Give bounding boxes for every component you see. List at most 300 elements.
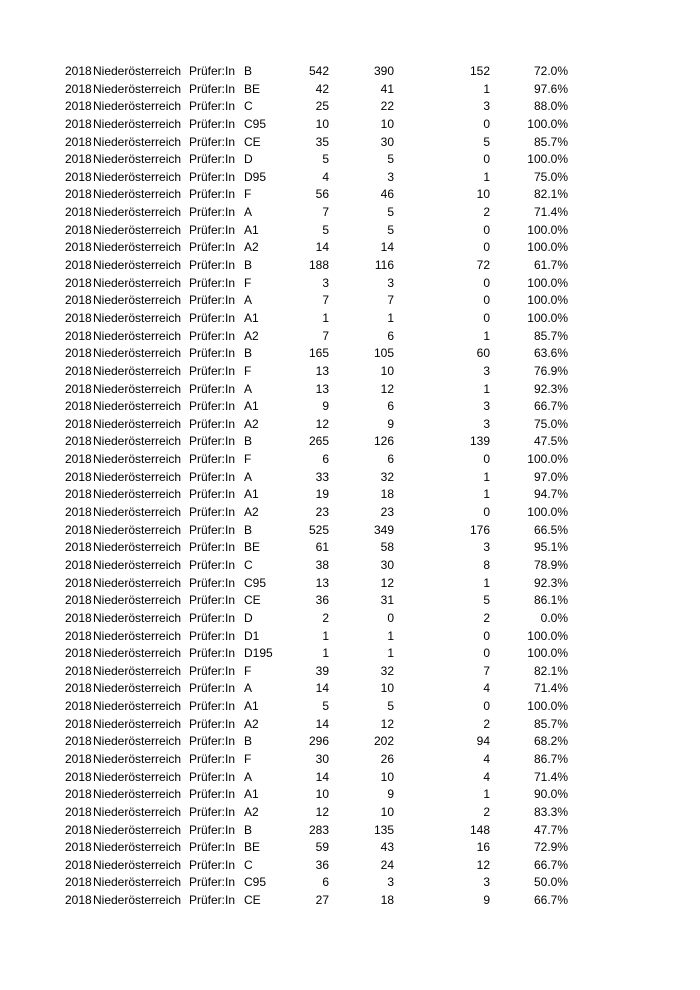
role-cell: Prüfer:In bbox=[189, 363, 236, 378]
region-cell: Niederösterreich bbox=[93, 99, 182, 114]
pass-rate-cell: 100.0% bbox=[527, 293, 568, 308]
pass-rate-cell: 85.7% bbox=[533, 716, 568, 731]
year-cell: 2018 bbox=[65, 240, 92, 255]
license-class-cell: A2 bbox=[244, 716, 259, 731]
passed-count-cell: 10 bbox=[380, 804, 394, 819]
license-class-cell: F bbox=[244, 751, 252, 766]
region-cell: Niederösterreich bbox=[93, 187, 182, 202]
table-row bbox=[0, 275, 700, 293]
year-cell: 2018 bbox=[65, 804, 92, 819]
region-cell: Niederösterreich bbox=[93, 328, 182, 343]
table-row bbox=[0, 610, 700, 628]
role-cell: Prüfer:In bbox=[189, 646, 236, 661]
license-class-cell: B bbox=[244, 346, 253, 361]
pass-rate-cell: 92.3% bbox=[533, 381, 568, 396]
table-row bbox=[0, 733, 700, 751]
pass-rate-cell: 88.0% bbox=[533, 99, 568, 114]
passed-count-cell: 32 bbox=[380, 663, 394, 678]
total-count-cell: 9 bbox=[322, 399, 329, 414]
region-cell: Niederösterreich bbox=[93, 575, 182, 590]
year-cell: 2018 bbox=[65, 751, 92, 766]
year-cell: 2018 bbox=[65, 628, 92, 643]
total-count-cell: 14 bbox=[315, 240, 329, 255]
pass-rate-cell: 100.0% bbox=[527, 275, 568, 290]
year-cell: 2018 bbox=[65, 64, 92, 78]
failed-count-cell: 4 bbox=[483, 769, 490, 784]
year-cell: 2018 bbox=[65, 416, 92, 431]
license-class-cell: C bbox=[244, 557, 253, 572]
failed-count-cell: 5 bbox=[483, 134, 490, 149]
license-class-cell: F bbox=[244, 275, 252, 290]
region-cell: Niederösterreich bbox=[93, 681, 182, 696]
pass-rate-cell: 97.0% bbox=[533, 469, 568, 484]
table-row bbox=[0, 680, 700, 698]
total-count-cell: 6 bbox=[322, 875, 329, 890]
total-count-cell: 12 bbox=[315, 804, 329, 819]
table-row bbox=[0, 522, 700, 540]
total-count-cell: 6 bbox=[322, 452, 329, 467]
failed-count-cell: 3 bbox=[483, 540, 490, 555]
failed-count-cell: 10 bbox=[476, 187, 490, 202]
pass-rate-cell: 61.7% bbox=[533, 258, 568, 273]
passed-count-cell: 0 bbox=[387, 610, 394, 625]
total-count-cell: 23 bbox=[315, 505, 329, 520]
pass-rate-cell: 100.0% bbox=[527, 505, 568, 520]
license-class-cell: B bbox=[244, 434, 253, 449]
pass-rate-cell: 100.0% bbox=[527, 310, 568, 325]
table-row bbox=[0, 469, 700, 487]
passed-count-cell: 12 bbox=[380, 381, 394, 396]
role-cell: Prüfer:In bbox=[189, 875, 236, 890]
table-row bbox=[0, 663, 700, 681]
region-cell: Niederösterreich bbox=[93, 699, 182, 714]
region-cell: Niederösterreich bbox=[93, 522, 182, 537]
total-count-cell: 10 bbox=[315, 116, 329, 131]
failed-count-cell: 3 bbox=[483, 99, 490, 114]
table-row bbox=[0, 433, 700, 451]
total-count-cell: 542 bbox=[308, 64, 329, 78]
role-cell: Prüfer:In bbox=[189, 81, 236, 96]
year-cell: 2018 bbox=[65, 310, 92, 325]
region-cell: Niederösterreich bbox=[93, 628, 182, 643]
region-cell: Niederösterreich bbox=[93, 840, 182, 855]
failed-count-cell: 9 bbox=[483, 893, 490, 908]
total-count-cell: 188 bbox=[308, 258, 329, 273]
pass-rate-cell: 72.9% bbox=[533, 840, 568, 855]
pass-rate-cell: 0.0% bbox=[540, 610, 568, 625]
passed-count-cell: 26 bbox=[380, 751, 394, 766]
region-cell: Niederösterreich bbox=[93, 610, 182, 625]
role-cell: Prüfer:In bbox=[189, 628, 236, 643]
table-row bbox=[0, 786, 700, 804]
passed-count-cell: 30 bbox=[380, 557, 394, 572]
region-cell: Niederösterreich bbox=[93, 593, 182, 608]
license-class-cell: B bbox=[244, 822, 253, 837]
passed-count-cell: 202 bbox=[373, 734, 394, 749]
license-class-cell: B bbox=[244, 64, 253, 78]
region-cell: Niederösterreich bbox=[93, 240, 182, 255]
pass-rate-cell: 97.6% bbox=[533, 81, 568, 96]
table-row bbox=[0, 151, 700, 169]
passed-count-cell: 126 bbox=[373, 434, 394, 449]
pass-rate-cell: 75.0% bbox=[533, 416, 568, 431]
total-count-cell: 56 bbox=[315, 187, 329, 202]
license-class-cell: B bbox=[244, 522, 253, 537]
year-cell: 2018 bbox=[65, 575, 92, 590]
table-row bbox=[0, 451, 700, 469]
region-cell: Niederösterreich bbox=[93, 751, 182, 766]
pass-rate-cell: 63.6% bbox=[533, 346, 568, 361]
role-cell: Prüfer:In bbox=[189, 893, 236, 908]
pass-rate-cell: 66.7% bbox=[533, 857, 568, 872]
table-row bbox=[0, 874, 700, 892]
role-cell: Prüfer:In bbox=[189, 152, 236, 167]
total-count-cell: 14 bbox=[315, 769, 329, 784]
passed-count-cell: 32 bbox=[380, 469, 394, 484]
total-count-cell: 19 bbox=[315, 487, 329, 502]
total-count-cell: 265 bbox=[308, 434, 329, 449]
total-count-cell: 25 bbox=[315, 99, 329, 114]
total-count-cell: 42 bbox=[315, 81, 329, 96]
role-cell: Prüfer:In bbox=[189, 787, 236, 802]
region-cell: Niederösterreich bbox=[93, 469, 182, 484]
passed-count-cell: 43 bbox=[380, 840, 394, 855]
role-cell: Prüfer:In bbox=[189, 381, 236, 396]
license-class-cell: C95 bbox=[244, 575, 267, 590]
role-cell: Prüfer:In bbox=[189, 469, 236, 484]
passed-count-cell: 18 bbox=[380, 487, 394, 502]
table-row bbox=[0, 698, 700, 716]
passed-count-cell: 41 bbox=[380, 81, 394, 96]
passed-count-cell: 24 bbox=[380, 857, 394, 872]
total-count-cell: 525 bbox=[308, 522, 329, 537]
role-cell: Prüfer:In bbox=[189, 734, 236, 749]
table-row bbox=[0, 504, 700, 522]
role-cell: Prüfer:In bbox=[189, 716, 236, 731]
total-count-cell: 3 bbox=[322, 275, 329, 290]
pass-rate-cell: 50.0% bbox=[533, 875, 568, 890]
role-cell: Prüfer:In bbox=[189, 751, 236, 766]
failed-count-cell: 2 bbox=[483, 804, 490, 819]
region-cell: Niederösterreich bbox=[93, 875, 182, 890]
license-class-cell: A1 bbox=[244, 399, 259, 414]
region-cell: Niederösterreich bbox=[93, 452, 182, 467]
pass-rate-cell: 76.9% bbox=[533, 363, 568, 378]
license-class-cell: A bbox=[244, 769, 253, 784]
passed-count-cell: 5 bbox=[387, 152, 394, 167]
passed-count-cell: 58 bbox=[380, 540, 394, 555]
year-cell: 2018 bbox=[65, 699, 92, 714]
role-cell: Prüfer:In bbox=[189, 593, 236, 608]
failed-count-cell: 0 bbox=[483, 240, 490, 255]
total-count-cell: 12 bbox=[315, 416, 329, 431]
pass-rate-cell: 71.4% bbox=[533, 205, 568, 220]
role-cell: Prüfer:In bbox=[189, 187, 236, 202]
pass-rate-cell: 90.0% bbox=[533, 787, 568, 802]
region-cell: Niederösterreich bbox=[93, 646, 182, 661]
region-cell: Niederösterreich bbox=[93, 787, 182, 802]
role-cell: Prüfer:In bbox=[189, 769, 236, 784]
passed-count-cell: 14 bbox=[380, 240, 394, 255]
passed-count-cell: 10 bbox=[380, 116, 394, 131]
pass-rate-cell: 66.7% bbox=[533, 893, 568, 908]
year-cell: 2018 bbox=[65, 152, 92, 167]
year-cell: 2018 bbox=[65, 205, 92, 220]
failed-count-cell: 8 bbox=[483, 557, 490, 572]
passed-count-cell: 10 bbox=[380, 681, 394, 696]
pass-rate-cell: 100.0% bbox=[527, 116, 568, 131]
pass-rate-cell: 100.0% bbox=[527, 152, 568, 167]
role-cell: Prüfer:In bbox=[189, 557, 236, 572]
license-class-cell: A1 bbox=[244, 787, 259, 802]
total-count-cell: 5 bbox=[322, 152, 329, 167]
table-row bbox=[0, 116, 700, 134]
passed-count-cell: 12 bbox=[380, 716, 394, 731]
failed-count-cell: 2 bbox=[483, 716, 490, 731]
role-cell: Prüfer:In bbox=[189, 505, 236, 520]
passed-count-cell: 30 bbox=[380, 134, 394, 149]
pass-rate-cell: 95.1% bbox=[533, 540, 568, 555]
table-row bbox=[0, 716, 700, 734]
region-cell: Niederösterreich bbox=[93, 64, 182, 78]
passed-count-cell: 105 bbox=[373, 346, 394, 361]
license-class-cell: D195 bbox=[244, 646, 273, 661]
failed-count-cell: 94 bbox=[476, 734, 490, 749]
role-cell: Prüfer:In bbox=[189, 99, 236, 114]
role-cell: Prüfer:In bbox=[189, 222, 236, 237]
license-class-cell: CE bbox=[244, 134, 261, 149]
license-class-cell: F bbox=[244, 452, 252, 467]
failed-count-cell: 16 bbox=[476, 840, 490, 855]
license-class-cell: C bbox=[244, 99, 253, 114]
role-cell: Prüfer:In bbox=[189, 822, 236, 837]
year-cell: 2018 bbox=[65, 663, 92, 678]
passed-count-cell: 46 bbox=[380, 187, 394, 202]
table-row bbox=[0, 557, 700, 575]
pass-rate-cell: 47.7% bbox=[533, 822, 568, 837]
license-class-cell: A bbox=[244, 205, 253, 220]
license-class-cell: F bbox=[244, 363, 252, 378]
table-row bbox=[0, 239, 700, 257]
total-count-cell: 1 bbox=[322, 310, 329, 325]
data-table bbox=[0, 63, 700, 910]
license-class-cell: D95 bbox=[244, 169, 267, 184]
role-cell: Prüfer:In bbox=[189, 328, 236, 343]
table-row bbox=[0, 63, 700, 81]
failed-count-cell: 0 bbox=[483, 152, 490, 167]
region-cell: Niederösterreich bbox=[93, 275, 182, 290]
table-row bbox=[0, 592, 700, 610]
license-class-cell: A1 bbox=[244, 310, 259, 325]
region-cell: Niederösterreich bbox=[93, 363, 182, 378]
pass-rate-cell: 82.1% bbox=[533, 663, 568, 678]
license-class-cell: B bbox=[244, 734, 253, 749]
table-row bbox=[0, 857, 700, 875]
role-cell: Prüfer:In bbox=[189, 64, 236, 78]
role-cell: Prüfer:In bbox=[189, 346, 236, 361]
total-count-cell: 1 bbox=[322, 628, 329, 643]
failed-count-cell: 176 bbox=[469, 522, 490, 537]
role-cell: Prüfer:In bbox=[189, 275, 236, 290]
pass-rate-cell: 100.0% bbox=[527, 699, 568, 714]
year-cell: 2018 bbox=[65, 187, 92, 202]
license-class-cell: F bbox=[244, 187, 252, 202]
role-cell: Prüfer:In bbox=[189, 240, 236, 255]
total-count-cell: 5 bbox=[322, 699, 329, 714]
total-count-cell: 7 bbox=[322, 205, 329, 220]
license-class-cell: BE bbox=[244, 540, 261, 555]
pass-rate-cell: 83.3% bbox=[533, 804, 568, 819]
table-row bbox=[0, 398, 700, 416]
pass-rate-cell: 86.1% bbox=[533, 593, 568, 608]
table-row bbox=[0, 292, 700, 310]
failed-count-cell: 148 bbox=[469, 822, 490, 837]
failed-count-cell: 72 bbox=[476, 258, 490, 273]
passed-count-cell: 7 bbox=[387, 293, 394, 308]
license-class-cell: A bbox=[244, 293, 253, 308]
total-count-cell: 30 bbox=[315, 751, 329, 766]
year-cell: 2018 bbox=[65, 857, 92, 872]
failed-count-cell: 1 bbox=[483, 469, 490, 484]
passed-count-cell: 9 bbox=[387, 416, 394, 431]
failed-count-cell: 1 bbox=[483, 328, 490, 343]
year-cell: 2018 bbox=[65, 505, 92, 520]
total-count-cell: 5 bbox=[322, 222, 329, 237]
table-row bbox=[0, 486, 700, 504]
passed-count-cell: 9 bbox=[387, 787, 394, 802]
license-class-cell: A2 bbox=[244, 328, 259, 343]
pass-rate-cell: 86.7% bbox=[533, 751, 568, 766]
pass-rate-cell: 66.5% bbox=[533, 522, 568, 537]
region-cell: Niederösterreich bbox=[93, 346, 182, 361]
role-cell: Prüfer:In bbox=[189, 487, 236, 502]
passed-count-cell: 135 bbox=[373, 822, 394, 837]
license-class-cell: D bbox=[244, 610, 253, 625]
region-cell: Niederösterreich bbox=[93, 293, 182, 308]
table-row bbox=[0, 769, 700, 787]
region-cell: Niederösterreich bbox=[93, 822, 182, 837]
table-row bbox=[0, 822, 700, 840]
total-count-cell: 14 bbox=[315, 716, 329, 731]
region-cell: Niederösterreich bbox=[93, 416, 182, 431]
failed-count-cell: 0 bbox=[483, 646, 490, 661]
role-cell: Prüfer:In bbox=[189, 134, 236, 149]
year-cell: 2018 bbox=[65, 434, 92, 449]
license-class-cell: B bbox=[244, 258, 253, 273]
year-cell: 2018 bbox=[65, 275, 92, 290]
year-cell: 2018 bbox=[65, 346, 92, 361]
pass-rate-cell: 72.0% bbox=[533, 64, 568, 78]
year-cell: 2018 bbox=[65, 222, 92, 237]
license-class-cell: A2 bbox=[244, 240, 259, 255]
failed-count-cell: 0 bbox=[483, 275, 490, 290]
pass-rate-cell: 75.0% bbox=[533, 169, 568, 184]
year-cell: 2018 bbox=[65, 381, 92, 396]
year-cell: 2018 bbox=[65, 169, 92, 184]
role-cell: Prüfer:In bbox=[189, 452, 236, 467]
table-row bbox=[0, 839, 700, 857]
total-count-cell: 59 bbox=[315, 840, 329, 855]
passed-count-cell: 18 bbox=[380, 893, 394, 908]
year-cell: 2018 bbox=[65, 487, 92, 502]
year-cell: 2018 bbox=[65, 399, 92, 414]
total-count-cell: 33 bbox=[315, 469, 329, 484]
role-cell: Prüfer:In bbox=[189, 804, 236, 819]
license-class-cell: C95 bbox=[244, 116, 267, 131]
passed-count-cell: 6 bbox=[387, 399, 394, 414]
failed-count-cell: 1 bbox=[483, 81, 490, 96]
license-class-cell: A bbox=[244, 469, 253, 484]
role-cell: Prüfer:In bbox=[189, 522, 236, 537]
year-cell: 2018 bbox=[65, 363, 92, 378]
total-count-cell: 296 bbox=[308, 734, 329, 749]
passed-count-cell: 5 bbox=[387, 222, 394, 237]
license-class-cell: CE bbox=[244, 593, 261, 608]
pass-rate-cell: 92.3% bbox=[533, 575, 568, 590]
failed-count-cell: 3 bbox=[483, 363, 490, 378]
year-cell: 2018 bbox=[65, 522, 92, 537]
license-class-cell: C95 bbox=[244, 875, 267, 890]
license-class-cell: A1 bbox=[244, 487, 259, 502]
table-row bbox=[0, 169, 700, 187]
passed-count-cell: 5 bbox=[387, 699, 394, 714]
failed-count-cell: 2 bbox=[483, 205, 490, 220]
failed-count-cell: 0 bbox=[483, 116, 490, 131]
license-class-cell: A bbox=[244, 381, 253, 396]
failed-count-cell: 0 bbox=[483, 293, 490, 308]
region-cell: Niederösterreich bbox=[93, 222, 182, 237]
table-row bbox=[0, 804, 700, 822]
role-cell: Prüfer:In bbox=[189, 663, 236, 678]
passed-count-cell: 5 bbox=[387, 205, 394, 220]
passed-count-cell: 23 bbox=[380, 505, 394, 520]
pass-rate-cell: 100.0% bbox=[527, 628, 568, 643]
total-count-cell: 4 bbox=[322, 169, 329, 184]
failed-count-cell: 2 bbox=[483, 610, 490, 625]
region-cell: Niederösterreich bbox=[93, 169, 182, 184]
year-cell: 2018 bbox=[65, 452, 92, 467]
table-row bbox=[0, 134, 700, 152]
role-cell: Prüfer:In bbox=[189, 399, 236, 414]
passed-count-cell: 10 bbox=[380, 769, 394, 784]
region-cell: Niederösterreich bbox=[93, 540, 182, 555]
license-class-cell: BE bbox=[244, 81, 261, 96]
role-cell: Prüfer:In bbox=[189, 310, 236, 325]
passed-count-cell: 12 bbox=[380, 575, 394, 590]
year-cell: 2018 bbox=[65, 716, 92, 731]
table-row bbox=[0, 416, 700, 434]
region-cell: Niederösterreich bbox=[93, 804, 182, 819]
year-cell: 2018 bbox=[65, 769, 92, 784]
license-class-cell: A1 bbox=[244, 222, 259, 237]
failed-count-cell: 60 bbox=[476, 346, 490, 361]
passed-count-cell: 31 bbox=[380, 593, 394, 608]
role-cell: Prüfer:In bbox=[189, 540, 236, 555]
table-row bbox=[0, 328, 700, 346]
region-cell: Niederösterreich bbox=[93, 116, 182, 131]
table-row bbox=[0, 892, 700, 910]
role-cell: Prüfer:In bbox=[189, 258, 236, 273]
year-cell: 2018 bbox=[65, 875, 92, 890]
pass-rate-cell: 68.2% bbox=[533, 734, 568, 749]
role-cell: Prüfer:In bbox=[189, 857, 236, 872]
pass-rate-cell: 94.7% bbox=[533, 487, 568, 502]
failed-count-cell: 152 bbox=[469, 64, 490, 78]
license-class-cell: D bbox=[244, 152, 253, 167]
year-cell: 2018 bbox=[65, 99, 92, 114]
year-cell: 2018 bbox=[65, 81, 92, 96]
year-cell: 2018 bbox=[65, 610, 92, 625]
